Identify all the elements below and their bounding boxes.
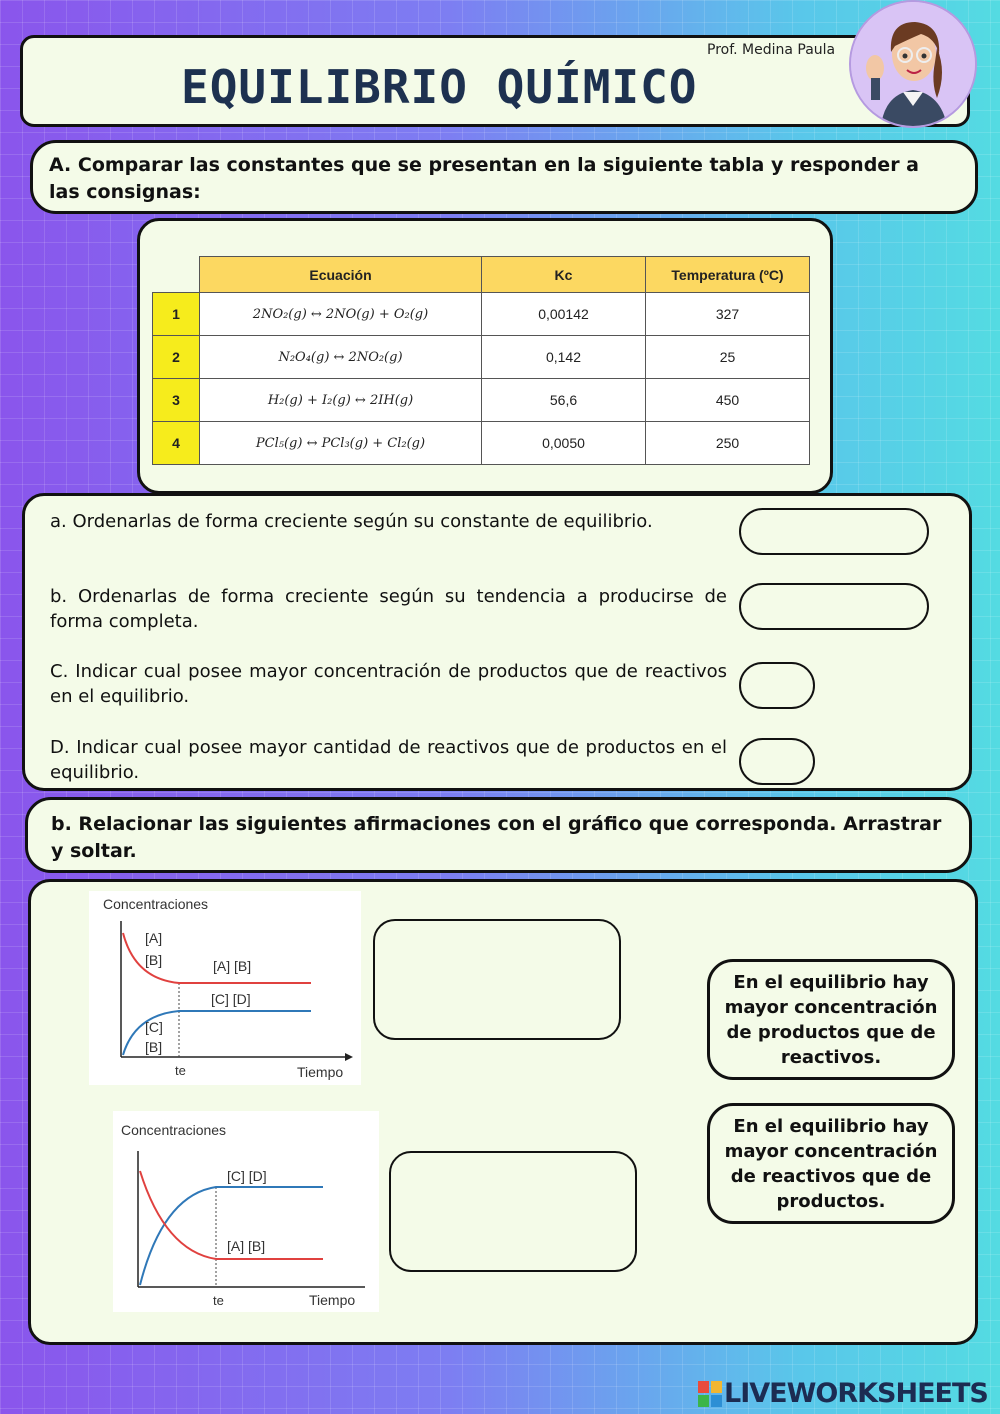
graph-2-ylabel: Concentraciones	[121, 1122, 227, 1138]
row-temperature: 450	[646, 379, 810, 422]
graph-2-chart	[113, 1111, 379, 1312]
answer-input-d[interactable]	[739, 738, 815, 785]
row-temperature: 250	[646, 422, 810, 465]
graph-1	[89, 891, 361, 1085]
graph-1-xlabel: Tiempo	[297, 1064, 344, 1080]
table-row	[153, 336, 810, 379]
graph-1-label: [C] [D]	[211, 991, 251, 1007]
section-a-instruction-card	[30, 140, 978, 214]
graph-1-label: [B]	[145, 1039, 163, 1055]
row-number: 1	[153, 293, 200, 336]
question-d: D. Indicar cual posee mayor cantidad de reactivos que de productos en el equilibrio.	[50, 737, 727, 783]
author-name: Prof. Medina Paula	[707, 42, 836, 58]
graph-1-label: [A]	[145, 930, 163, 946]
drop-zone-graph-1[interactable]	[373, 919, 621, 1040]
graph-1-label: [C]	[145, 1019, 163, 1035]
header-temperature: Temperatura (ºC)	[646, 257, 810, 293]
footer-brand	[698, 1378, 988, 1409]
header-kc: Kc	[482, 257, 646, 293]
answer-input-b[interactable]	[739, 583, 929, 630]
questions-card	[22, 493, 972, 791]
graph-1-label: [B]	[145, 952, 163, 968]
graph-1-te-label: te	[175, 1063, 186, 1078]
graph-2-label: [C] [D]	[227, 1168, 267, 1184]
row-number: 2	[153, 336, 200, 379]
row-equation: H₂(g) + I₂(g) ↔ 2IH(g)	[200, 379, 482, 422]
constants-table-card	[137, 218, 833, 494]
statement-reactants[interactable]: En el equilibrio hay mayor concentración de reactivos que de productos.	[707, 1103, 955, 1224]
constants-table	[152, 256, 810, 465]
answer-input-c[interactable]	[739, 662, 815, 709]
drop-zone-graph-2[interactable]	[389, 1151, 637, 1272]
answer-input-a[interactable]	[739, 508, 929, 555]
teacher-avatar	[849, 0, 977, 128]
section-b-instruction: b. Relacionar las siguientes afirmaciones con el gráfico que corresponda. Arrastrar y soltar.	[51, 813, 942, 862]
section-b-instruction-card	[25, 797, 972, 873]
table-row	[153, 422, 810, 465]
table-row	[153, 379, 810, 422]
statement-products[interactable]: En el equilibrio hay mayor concentración de productos que de reactivos.	[707, 959, 955, 1080]
row-temperature: 25	[646, 336, 810, 379]
row-kc: 0,00142	[482, 293, 646, 336]
header-equation: Ecuación	[200, 257, 482, 293]
table-row	[153, 293, 810, 336]
graph-2-xlabel: Tiempo	[309, 1292, 356, 1308]
row-temperature: 327	[646, 293, 810, 336]
graph-2	[113, 1111, 379, 1312]
section-a-instruction: A. Comparar las constantes que se presentan en la siguiente tabla y responder a las consignas:	[49, 154, 920, 203]
avatar-icon	[851, 2, 975, 126]
title-card	[20, 35, 970, 127]
footer-brand-text: LIVEWORKSHEETS	[724, 1378, 988, 1409]
row-kc: 0,0050	[482, 422, 646, 465]
graph-2-blue-curve	[140, 1187, 323, 1285]
table-corner	[153, 257, 200, 293]
graph-1-chart	[89, 891, 361, 1085]
row-kc: 56,6	[482, 379, 646, 422]
graph-2-te-label: te	[213, 1293, 224, 1308]
page-title: EQUILIBRIO QUÍMICO	[181, 60, 698, 114]
question-a: a. Ordenarlas de forma creciente según su constante de equilibrio.	[50, 511, 653, 532]
graph-2-label: [A] [B]	[227, 1238, 266, 1254]
row-number: 4	[153, 422, 200, 465]
graph-1-ylabel: Concentraciones	[103, 896, 209, 912]
graph-1-label: [A] [B]	[213, 958, 252, 974]
matching-card	[28, 879, 978, 1345]
row-equation: PCl₅(g) ↔ PCl₃(g) + Cl₂(g)	[200, 422, 482, 465]
row-kc: 0,142	[482, 336, 646, 379]
liveworksheets-logo-icon	[698, 1381, 722, 1407]
table-header-row	[153, 257, 810, 293]
graph-1-x-arrow	[345, 1053, 353, 1061]
row-equation: 2NO₂(g) ↔ 2NO(g) + O₂(g)	[200, 293, 482, 336]
question-c: C. Indicar cual posee mayor concentración de productos que de reactivos en el equilibrio.	[50, 661, 727, 707]
row-number: 3	[153, 379, 200, 422]
row-equation: N₂O₄(g) ↔ 2NO₂(g)	[200, 336, 482, 379]
question-b: b. Ordenarlas de forma creciente según su tendencia a producirse de forma completa.	[50, 586, 727, 632]
